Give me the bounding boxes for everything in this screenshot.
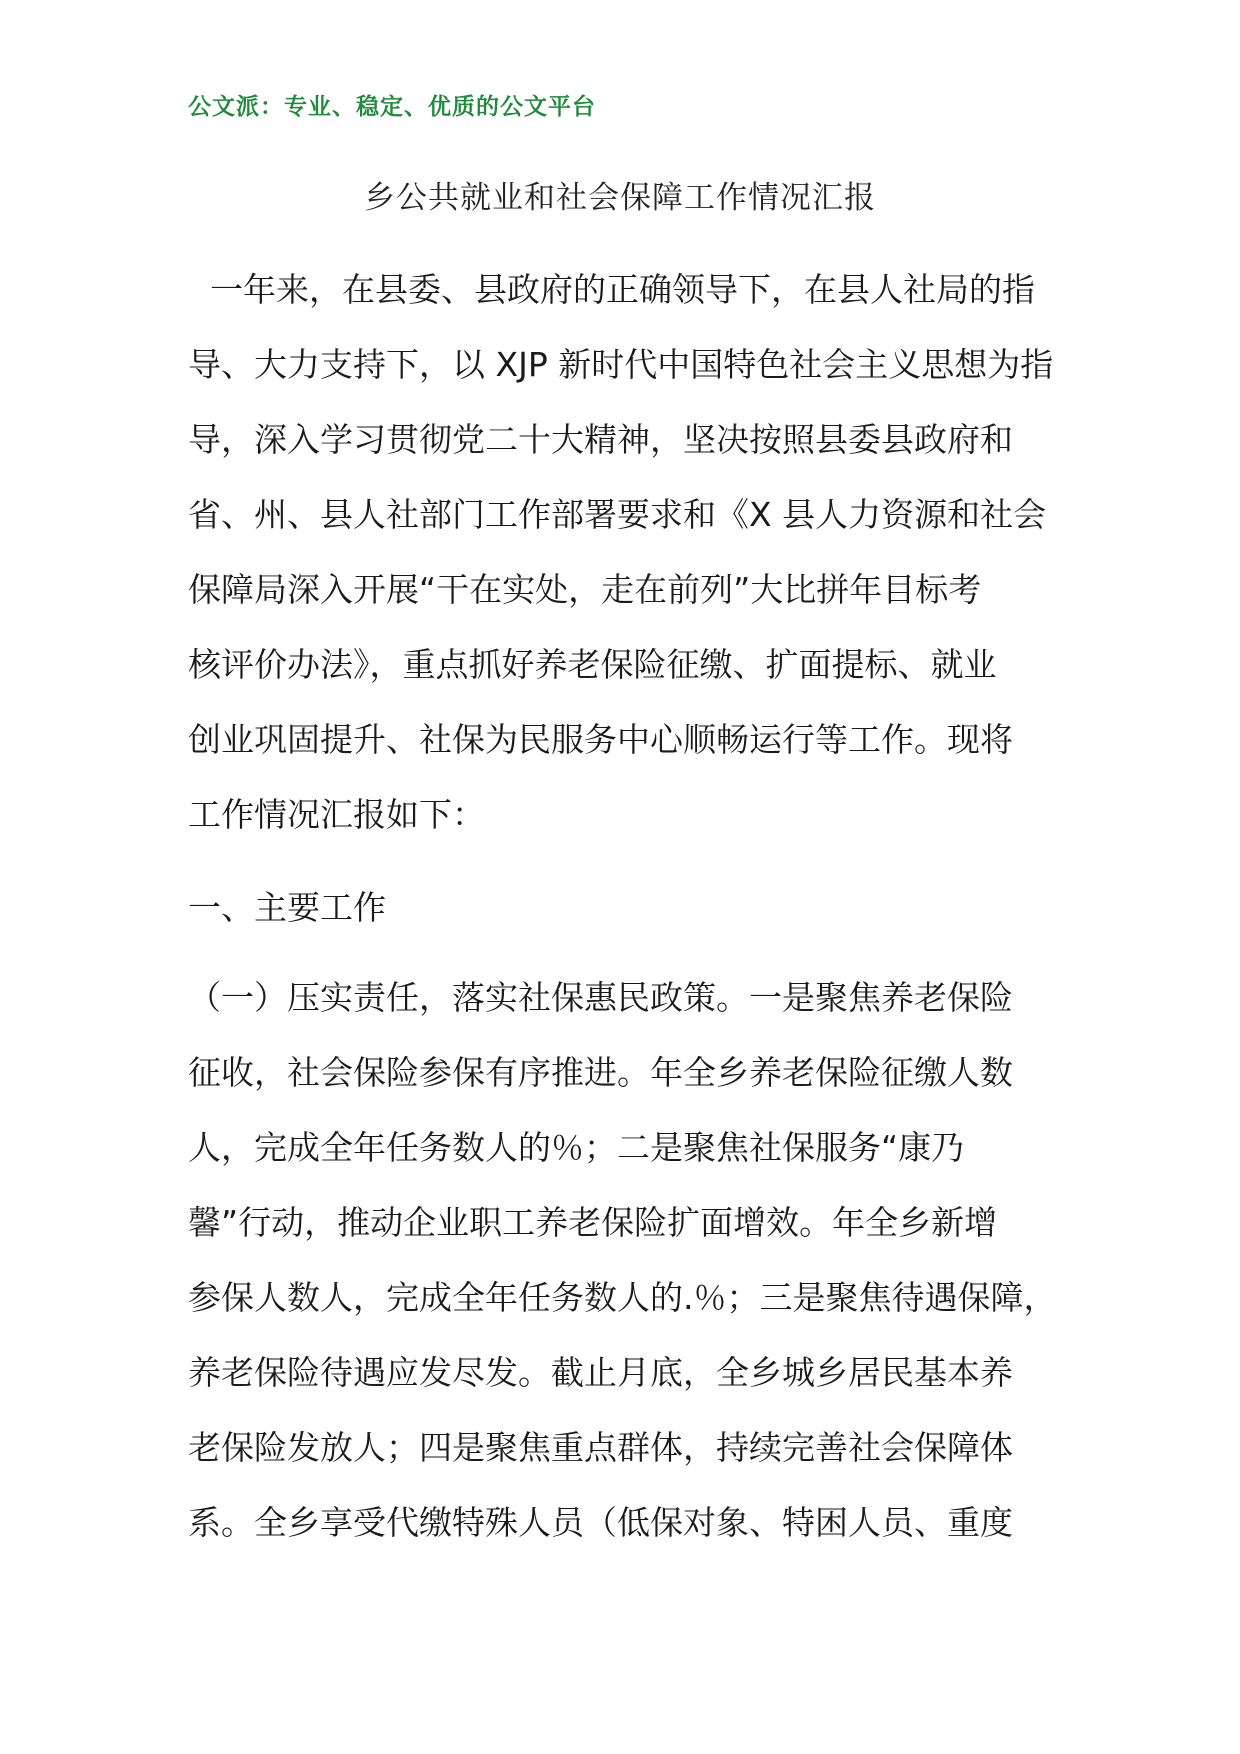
paragraph-line: 核评价办法》，重点抓好养老保险征缴、扩面提标、就业 [188,645,997,684]
section-heading: 一、主要工作 [188,888,386,927]
paragraph-line: 导、大力支持下，以 XJP 新时代中国特色社会主义思想为指 [188,345,1054,384]
paragraph-line: 创业巩固提升、社保为民服务中心顺畅运行等工作。现将 [188,720,1013,759]
paragraph-line: 参保人数人，完成全年任务数人的.％；三是聚焦待遇保障， [188,1278,1057,1317]
paragraph-line: 保障局深入开展“干在实处，走在前列”大比拼年目标考 [188,570,982,609]
paragraph-line: 征收，社会保险参保有序推进。年全乡养老保险征缴人数 [188,1053,1013,1092]
paragraph-line: 馨”行动，推动企业职工养老保险扩面增效。年全乡新增 [188,1203,998,1242]
paragraph-line: 导，深入学习贯彻党二十大精神，坚决按照县委县政府和 [188,420,1013,459]
paragraph-line: 老保险发放人；四是聚焦重点群体，持续完善社会保障体 [188,1428,1013,1467]
paragraph-line: 养老保险待遇应发尽发。截止月底，全乡城乡居民基本养 [188,1353,1013,1392]
paragraph-line: 人，完成全年任务数人的％；二是聚焦社保服务“康乃 [188,1128,965,1167]
paragraph-line: 工作情况汇报如下： [188,795,485,834]
section-heading-block [188,870,1068,945]
header-banner: 公文派：专业、稳定、优质的公文平台 [188,94,596,120]
document-title: 乡公共就业和社会保障工作情况汇报 [364,180,876,216]
work-paragraph [188,960,1068,1560]
paragraph-line: 系。全乡享受代缴特殊人员（低保对象、特困人员、重度 [188,1503,1013,1542]
intro-paragraph [188,252,1068,852]
paragraph-line: （一）压实责任，落实社保惠民政策。一是聚焦养老保险 [188,978,1013,1017]
paragraph-line: 省、州、县人社部门工作部署要求和《X 县人力资源和社会 [188,495,1047,534]
paragraph-line: 一年来，在县委、县政府的正确领导下，在县人社局的指 [210,270,1035,309]
